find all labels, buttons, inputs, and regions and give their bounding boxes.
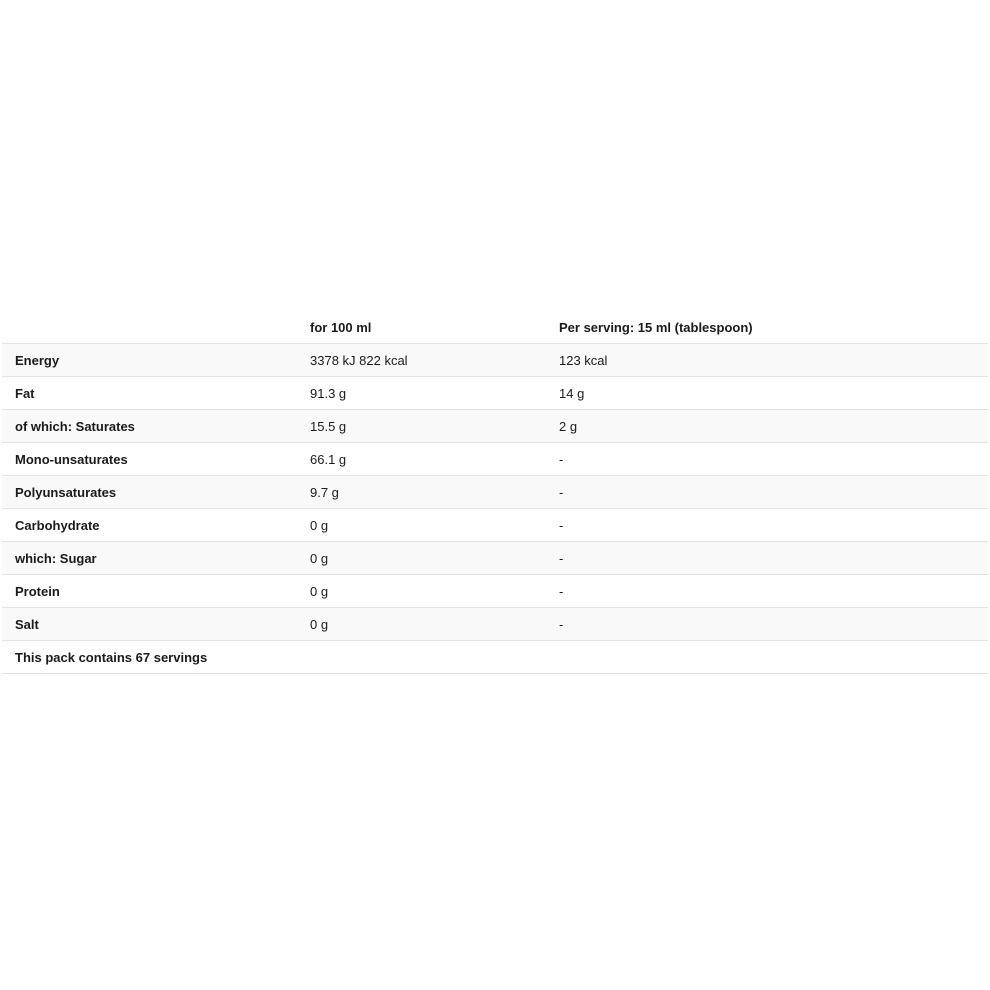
- value-per-100ml: 0 g: [297, 575, 546, 608]
- nutrient-name: which: Sugar: [2, 542, 297, 575]
- header-row: [2, 311, 988, 344]
- nutrition-table: [2, 311, 988, 674]
- nutrient-name: of which: Saturates: [2, 410, 297, 443]
- value-per-serving: -: [546, 443, 988, 476]
- value-per-100ml: 0 g: [297, 542, 546, 575]
- value-per-serving: -: [546, 575, 988, 608]
- value-per-serving: -: [546, 608, 988, 641]
- table-row: [2, 443, 988, 476]
- value-per-100ml: 91.3 g: [297, 377, 546, 410]
- table-row: [2, 575, 988, 608]
- table-row: [2, 542, 988, 575]
- table-row: [2, 410, 988, 443]
- value-per-serving: 14 g: [546, 377, 988, 410]
- nutrient-name: Carbohydrate: [2, 509, 297, 542]
- value-per-100ml: 0 g: [297, 608, 546, 641]
- servings-row: [2, 641, 988, 674]
- table-row: [2, 344, 988, 377]
- header-nutrient: [2, 311, 297, 344]
- header-per-serving: Per serving: 15 ml (tablespoon): [546, 311, 988, 344]
- value-per-100ml: 66.1 g: [297, 443, 546, 476]
- nutrient-name: Mono-unsaturates: [2, 443, 297, 476]
- table-row: [2, 476, 988, 509]
- table-body: [2, 344, 988, 674]
- table-row: [2, 377, 988, 410]
- value-per-100ml: 3378 kJ 822 kcal: [297, 344, 546, 377]
- value-per-serving: 2 g: [546, 410, 988, 443]
- table-row: [2, 608, 988, 641]
- value-per-100ml: 9.7 g: [297, 476, 546, 509]
- nutrient-name: Polyunsaturates: [2, 476, 297, 509]
- nutrient-name: Energy: [2, 344, 297, 377]
- value-per-serving: -: [546, 509, 988, 542]
- value-per-100ml: 15.5 g: [297, 410, 546, 443]
- value-per-serving: 123 kcal: [546, 344, 988, 377]
- value-per-100ml: 0 g: [297, 509, 546, 542]
- table-header: [2, 311, 988, 344]
- header-per-100ml: for 100 ml: [297, 311, 546, 344]
- nutrient-name: Protein: [2, 575, 297, 608]
- table-row: [2, 509, 988, 542]
- nutrient-name: Fat: [2, 377, 297, 410]
- servings-note: This pack contains 67 servings: [2, 641, 988, 674]
- nutrient-name: Salt: [2, 608, 297, 641]
- value-per-serving: -: [546, 476, 988, 509]
- value-per-serving: -: [546, 542, 988, 575]
